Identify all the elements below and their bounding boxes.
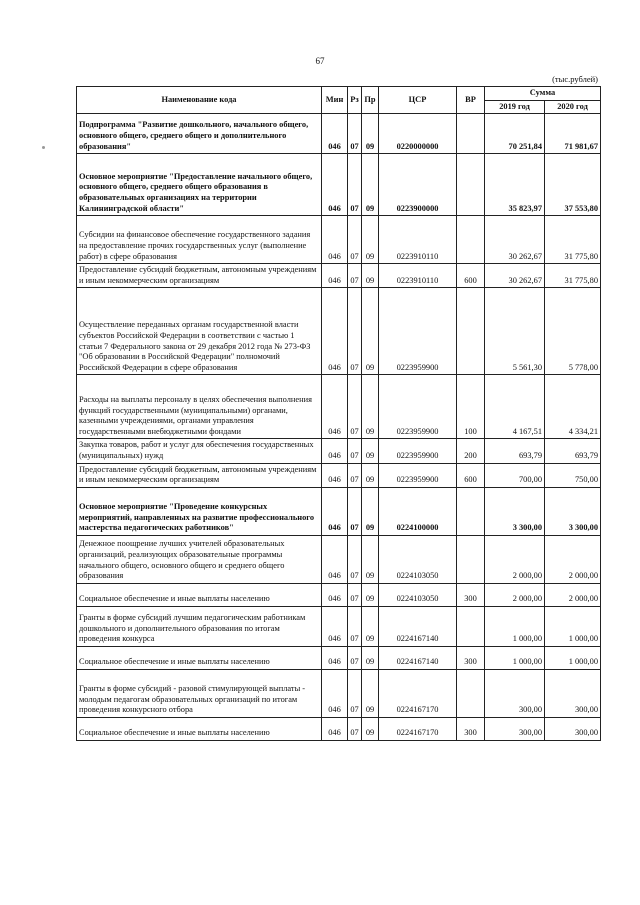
row-rz-cell: 07 [348,114,362,154]
row-2019-cell: 2 000,00 [485,535,545,583]
row-2019-cell: 2 000,00 [485,583,545,606]
row-pr-cell: 09 [362,606,379,646]
row-min-cell: 046 [322,535,348,583]
row-min-cell: 046 [322,646,348,669]
row-2020-cell: 2 000,00 [545,583,601,606]
row-2020-cell: 3 300,00 [545,487,601,535]
row-min-cell: 046 [322,439,348,463]
row-2019-cell: 300,00 [485,669,545,717]
row-2019-cell: 3 300,00 [485,487,545,535]
row-2020-cell: 31 775,80 [545,216,601,264]
row-2020-cell: 31 775,80 [545,264,601,288]
row-csr-cell: 0224103050 [379,583,457,606]
row-vr-cell [457,669,485,717]
table-row [77,487,601,535]
table-row [77,154,601,216]
row-min-cell: 046 [322,606,348,646]
row-2019-cell: 693,79 [485,439,545,463]
table-row [77,669,601,717]
row-2019-cell: 700,00 [485,463,545,487]
table-row [77,114,601,154]
header-year-2020: 2020 год [545,100,601,114]
row-csr-cell: 0224167140 [379,606,457,646]
row-csr-cell: 0223959900 [379,288,457,375]
row-name-cell: Социальное обеспечение и иные выплаты населению [77,646,322,669]
row-rz-cell: 07 [348,288,362,375]
table-row [77,535,601,583]
row-2020-cell: 37 553,80 [545,154,601,216]
row-csr-cell: 0223900000 [379,154,457,216]
row-name-cell: Основное мероприятие "Проведение конкурсных мероприятий, направленных на развитие профессионального мастерства педагогических работников" [77,487,322,535]
row-2020-cell: 4 334,21 [545,375,601,439]
table-row [77,583,601,606]
page-number: 67 [315,56,325,66]
row-min-cell: 046 [322,154,348,216]
row-csr-cell: 0223959900 [379,439,457,463]
row-name-cell: Основное мероприятие "Предоставление начального общего, основного общего, среднего общего образования в образовательных организациях на территории Калининградской области" [77,154,322,216]
row-name-cell: Гранты в форме субсидий лучшим педагогическим работникам дошкольного и дополнительного образования по итогам проведения конкурса [77,606,322,646]
row-rz-cell: 07 [348,154,362,216]
row-2020-cell: 750,00 [545,463,601,487]
header-pr: Пр [362,87,379,114]
table-row [77,288,601,375]
row-pr-cell: 09 [362,439,379,463]
table-row [77,606,601,646]
row-csr-cell: 0223910110 [379,264,457,288]
row-2020-cell: 300,00 [545,717,601,740]
header-sum: Сумма [485,87,601,101]
row-pr-cell: 09 [362,717,379,740]
row-csr-cell: 0224100000 [379,487,457,535]
row-csr-cell: 0223910110 [379,216,457,264]
row-2019-cell: 70 251,84 [485,114,545,154]
row-2019-cell: 4 167,51 [485,375,545,439]
row-min-cell: 046 [322,717,348,740]
table-row [77,646,601,669]
row-rz-cell: 07 [348,375,362,439]
row-2020-cell: 1 000,00 [545,606,601,646]
row-pr-cell: 09 [362,154,379,216]
row-pr-cell: 09 [362,487,379,535]
row-csr-cell: 0224167140 [379,646,457,669]
row-name-cell: Гранты в форме субсидий - разовой стимулирующей выплаты - молодым педагогам образовательных организаций по итогам проведения конкурсного отбора [77,669,322,717]
row-pr-cell: 09 [362,114,379,154]
row-name-cell: Субсидии на финансовое обеспечение государственного задания на предоставление прочих государственных услуг (выполнение работ) в сфере образования [77,216,322,264]
header-name: Наименование кода [77,87,322,114]
row-2020-cell: 693,79 [545,439,601,463]
row-vr-cell [457,288,485,375]
row-2019-cell: 300,00 [485,717,545,740]
row-rz-cell: 07 [348,535,362,583]
scan-mark [42,146,45,149]
row-pr-cell: 09 [362,375,379,439]
row-pr-cell: 09 [362,264,379,288]
table-row [77,463,601,487]
row-pr-cell: 09 [362,669,379,717]
row-2020-cell: 5 778,00 [545,288,601,375]
header-year-2019: 2019 год [485,100,545,114]
row-csr-cell: 0223959900 [379,375,457,439]
table-row [77,439,601,463]
row-pr-cell: 09 [362,288,379,375]
row-min-cell: 046 [322,583,348,606]
row-name-cell: Расходы на выплаты персоналу в целях обеспечения выполнения функций государственными (муниципальными) органами, казенными учреждениями, органами управления государственными внебюджетными фондами [77,375,322,439]
table-row [77,717,601,740]
row-vr-cell: 300 [457,583,485,606]
row-pr-cell: 09 [362,583,379,606]
row-csr-cell: 0224167170 [379,669,457,717]
row-min-cell: 046 [322,114,348,154]
row-vr-cell: 100 [457,375,485,439]
row-csr-cell: 0223959900 [379,463,457,487]
row-name-cell: Денежное поощрение лучших учителей образовательных организаций, реализующих образовательные программы начального общего, основного общего и среднего общего образования [77,535,322,583]
row-rz-cell: 07 [348,583,362,606]
table-body [77,114,601,741]
row-name-cell: Подпрограмма "Развитие дошкольного, начального общего, основного общего, среднего общего и дополнительного образования" [77,114,322,154]
row-csr-cell: 0220000000 [379,114,457,154]
row-vr-cell [457,487,485,535]
row-vr-cell: 300 [457,717,485,740]
row-vr-cell [457,606,485,646]
row-rz-cell: 07 [348,216,362,264]
row-vr-cell: 200 [457,439,485,463]
row-vr-cell: 600 [457,264,485,288]
units-label: (тыс.рублей) [552,74,598,84]
row-rz-cell: 07 [348,439,362,463]
row-min-cell: 046 [322,669,348,717]
row-name-cell: Социальное обеспечение и иные выплаты населению [77,717,322,740]
budget-table [76,86,601,741]
row-rz-cell: 07 [348,264,362,288]
header-min: Мин [322,87,348,114]
row-pr-cell: 09 [362,535,379,583]
row-2019-cell: 1 000,00 [485,606,545,646]
header-rz: Рз [348,87,362,114]
row-name-cell: Социальное обеспечение и иные выплаты населению [77,583,322,606]
row-min-cell: 046 [322,264,348,288]
row-min-cell: 046 [322,463,348,487]
row-2019-cell: 30 262,67 [485,264,545,288]
row-2020-cell: 300,00 [545,669,601,717]
row-vr-cell: 300 [457,646,485,669]
row-min-cell: 046 [322,375,348,439]
row-vr-cell [457,216,485,264]
row-vr-cell: 600 [457,463,485,487]
row-2019-cell: 30 262,67 [485,216,545,264]
row-vr-cell [457,154,485,216]
table-row [77,375,601,439]
row-rz-cell: 07 [348,487,362,535]
table-row [77,216,601,264]
row-pr-cell: 09 [362,216,379,264]
row-vr-cell [457,114,485,154]
row-name-cell: Предоставление субсидий бюджетным, автономным учреждениям и иным некоммерческим организациям [77,264,322,288]
header-csr: ЦСР [379,87,457,114]
row-name-cell: Закупка товаров, работ и услуг для обеспечения государственных (муниципальных) нужд [77,439,322,463]
row-2020-cell: 1 000,00 [545,646,601,669]
row-rz-cell: 07 [348,646,362,669]
row-2019-cell: 5 561,30 [485,288,545,375]
row-pr-cell: 09 [362,646,379,669]
header-vr: ВР [457,87,485,114]
row-2019-cell: 1 000,00 [485,646,545,669]
row-csr-cell: 0224103050 [379,535,457,583]
row-rz-cell: 07 [348,606,362,646]
row-2020-cell: 71 981,67 [545,114,601,154]
table-row [77,264,601,288]
row-pr-cell: 09 [362,463,379,487]
row-rz-cell: 07 [348,717,362,740]
row-2019-cell: 35 823,97 [485,154,545,216]
row-min-cell: 046 [322,216,348,264]
row-name-cell: Предоставление субсидий бюджетным, автономным учреждениям и иным некоммерческим организациям [77,463,322,487]
row-csr-cell: 0224167170 [379,717,457,740]
row-min-cell: 046 [322,487,348,535]
row-min-cell: 046 [322,288,348,375]
row-vr-cell [457,535,485,583]
row-name-cell: Осуществление переданных органам государственной власти субъектов Российской Федерации в соответствии с частью 1 статьи 7 Федерального закона от 29 декабря 2012 года № 273-ФЗ "Об образовании в Российской Федерации" полномочий Российской Федерации в сфере образования [77,288,322,375]
row-2020-cell: 2 000,00 [545,535,601,583]
row-rz-cell: 07 [348,463,362,487]
row-rz-cell: 07 [348,669,362,717]
